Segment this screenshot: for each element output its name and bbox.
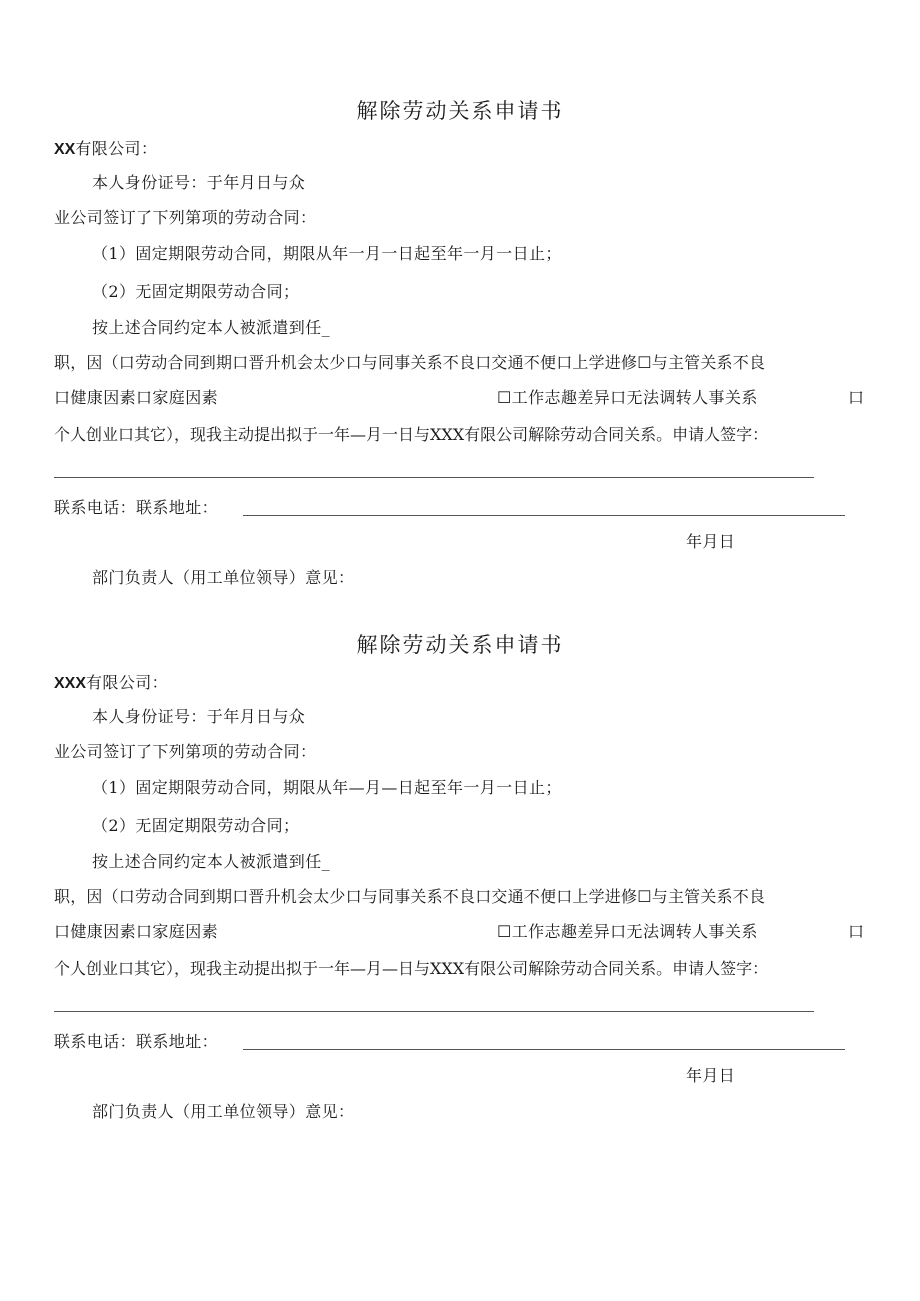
company-name-suffix: 有限公司：	[75, 139, 158, 158]
contract-item-fixed-term: （1）固定期限劳动合同，期限从年一月一日起至年一月一日止；	[92, 244, 562, 263]
contract-item-open-term: （2）无固定期限劳动合同；	[92, 816, 300, 835]
contract-intro: 业公司签订了下列第项的劳动合同：	[54, 742, 317, 761]
contact-line: 联系电话：联系地址：	[54, 498, 219, 517]
company-addressee	[54, 138, 157, 161]
reasons-line-1: 职，因（口劳动合同到期口晋升机会太少口与同事关系不良口交通不便口上学进修☐与主管关系不良	[54, 353, 766, 372]
assignment-line: 按上述合同约定本人被派遣到任_	[92, 852, 331, 871]
contract-intro: 业公司签订了下列第项的劳动合同：	[54, 208, 317, 227]
signature-rule	[54, 1011, 814, 1012]
application-form-1	[0, 0, 920, 517]
signature-rule	[54, 477, 814, 478]
address-rule	[243, 1049, 845, 1050]
id-number-line: 本人身份证号：于年月日与众	[92, 173, 306, 192]
contract-item-open-term: （2）无固定期限劳动合同；	[92, 282, 300, 301]
reasons-checkbox: 口	[848, 922, 865, 941]
reasons-line-3: 个人创业口其它），现我主动提出拟于一年—月—日与XXX有限公司解除劳动合同关系。申请人签字：	[54, 959, 769, 978]
date-line: 年月日	[686, 1066, 736, 1085]
company-name-prefix: XX	[54, 141, 76, 158]
id-number-line: 本人身份证号：于年月日与众	[92, 707, 306, 726]
reasons-checkbox: 口	[848, 388, 865, 407]
date-line: 年月日	[686, 532, 736, 551]
form-title: 解除劳动关系申请书	[356, 99, 564, 123]
reasons-line-2-right: ☐工作志趣差异口无法调转人事关系	[497, 922, 758, 941]
form-title: 解除劳动关系申请书	[356, 633, 564, 657]
contact-line: 联系电话：联系地址：	[54, 1032, 219, 1051]
company-addressee	[54, 672, 168, 695]
reasons-line-2-right: ☐工作志趣差异口无法调转人事关系	[497, 388, 758, 407]
assignment-line: 按上述合同约定本人被派遣到任_	[92, 318, 331, 337]
address-rule	[243, 515, 845, 516]
department-opinion: 部门负责人（用工单位领导）意见：	[92, 1102, 355, 1121]
reasons-line-1: 职，因（口劳动合同到期口晋升机会太少口与同事关系不良口交通不便口上学进修☐与主管关系不良	[54, 887, 766, 906]
company-name-prefix: XXX	[54, 675, 87, 692]
contract-item-fixed-term: （1）固定期限劳动合同，期限从年—月—日起至年一月一日止；	[92, 778, 562, 797]
company-name-suffix: 有限公司：	[86, 673, 169, 692]
department-opinion: 部门负责人（用工单位领导）意见：	[92, 568, 355, 587]
reasons-line-2-left: 口健康因素口家庭因素	[54, 922, 219, 941]
application-form-2	[0, 534, 920, 1051]
reasons-line-2-left: 口健康因素口家庭因素	[54, 388, 219, 407]
reasons-line-3: 个人创业口其它），现我主动提出拟于一年—月一日与XXX有限公司解除劳动合同关系。申请人签字：	[54, 425, 769, 444]
